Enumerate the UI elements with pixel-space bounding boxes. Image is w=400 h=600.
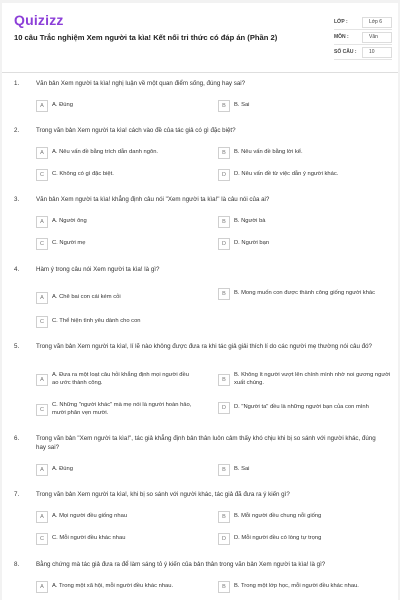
header-divider [2,72,398,73]
option-text: A. Chê bai con cái kém cỏi [52,294,121,301]
question-text: Bằng chứng mà tác giả đưa ra để làm sáng tỏ ý kiến của bản thân trong văn bản Xem người ta kìa! là gì? [36,561,326,568]
question-number: 3. [14,196,20,203]
option-letter: D [218,238,230,250]
meta-value: 10 [362,47,392,58]
option-a[interactable] [36,581,196,593]
option-text: C. Thể hiện tình yêu dành cho con [52,318,141,325]
question-text: Hàm ý trong câu nói Xem người ta kìa! là gì? [36,266,160,273]
option-a[interactable] [36,216,196,228]
option-b[interactable] [218,464,392,476]
option-letter: A [36,374,48,386]
option-letter: B [218,511,230,523]
option-text: A. Nêu vấn đề bằng trích dẫn danh ngôn. [52,149,159,156]
option-b[interactable] [218,511,392,523]
option-letter: C [36,169,48,181]
question-number: 4. [14,266,20,273]
header [2,3,398,63]
option-letter: A [36,216,48,228]
option-a[interactable] [36,464,196,476]
option-b[interactable] [218,100,392,112]
option-a[interactable] [36,292,196,304]
option-d[interactable] [218,238,392,250]
option-a[interactable] [36,147,196,159]
option-text: B. Sai [234,102,250,109]
option-text: D. "Người ta" đều là những người bạn của con mình [234,404,369,411]
meta-label: MÔN : [334,34,349,40]
option-letter: C [36,533,48,545]
question-text: Trong văn bản "Xem người ta kìa!", tác giả khẳng định bản thân luôn cảm thấy khó chịu khi bị so sánh với người khác, đúng hay sai? [36,435,376,451]
option-text: B. Mong muốn con được thành công giống người khác [234,290,376,297]
option-c[interactable] [36,402,196,417]
option-b[interactable] [218,147,392,159]
option-letter: C [36,404,48,416]
question-number: 2. [14,127,20,134]
option-text: A. Đưa ra một loạt câu hỏi khẳng định mọi người đều ao ước thành công. [52,372,189,386]
option-letter: A [36,100,48,112]
option-c[interactable] [36,533,196,545]
option-c[interactable] [36,169,196,181]
option-letter: A [36,292,48,304]
option-c[interactable] [36,238,196,250]
option-b[interactable] [218,288,392,300]
question-number: 5. [14,343,20,350]
option-letter: C [36,238,48,250]
option-text: A. Người ông [52,218,87,225]
quizizz-logo: Quizizz [14,12,64,28]
question-number: 6. [14,435,20,442]
option-a[interactable] [36,511,196,523]
option-d[interactable] [218,169,392,181]
option-text: B. Không ít người vượt lên chính mình nhờ noi gương người xuất chúng. [234,372,391,386]
option-letter: D [218,533,230,545]
option-b[interactable] [218,372,392,387]
option-letter: B [218,374,230,386]
option-letter: A [36,511,48,523]
option-letter: D [218,402,230,414]
option-text: A. Trong một xã hội, mỗi người đều khác nhau. [52,583,174,590]
worksheet-title: 10 câu Trắc nghiệm Xem người ta kìa! Kết nối tri thức có đáp án (Phần 2) [14,33,278,42]
meta-row-count [334,45,392,60]
option-d[interactable] [218,533,392,545]
meta-value: Văn [362,32,392,43]
option-text: B. Mỗi người đều chung nỗi giống [234,513,322,520]
meta-panel [334,15,392,60]
question-number: 7. [14,491,20,498]
question-number: 1. [14,80,20,87]
question-text: Trong văn bản Xem người ta kìa! cách vào đề của tác giả có gì đặc biệt? [36,127,236,134]
option-letter: B [218,100,230,112]
option-text: D. Mỗi người đều có lòng tự trọng [234,535,322,542]
option-letter: B [218,464,230,476]
option-c[interactable] [36,316,196,328]
option-text: D. Người bạn [234,240,270,247]
option-letter: A [36,464,48,476]
option-a[interactable] [36,100,196,112]
option-letter: B [218,147,230,159]
option-text: C. Mỗi người đều khác nhau [52,535,126,542]
meta-row-grade [334,15,392,30]
option-text: B. Nêu vấn đề bằng lời kể. [234,149,303,156]
option-letter: C [36,316,48,328]
option-b[interactable] [218,216,392,228]
option-d[interactable] [218,402,392,414]
option-text: B. Người bà [234,218,266,225]
option-a[interactable] [36,372,196,387]
option-letter: B [218,216,230,228]
option-b[interactable] [218,581,392,593]
option-text: C. Những "người khác" mà mẹ nói là người hoàn hảo, mười phân vẹn mười. [52,402,192,416]
option-text: C. Không có gì đặc biệt. [52,171,114,178]
meta-label: LỚP : [334,19,348,25]
meta-row-subject [334,30,392,45]
option-letter: A [36,147,48,159]
meta-label: SỐ CÂU : [334,49,357,55]
question-text: Văn bản Xem người ta kìa! khẳng định câu nói "Xem người ta kìa!" là câu nói của ai? [36,196,270,203]
option-text: A. Đúng [52,466,73,473]
question-number: 8. [14,561,20,568]
question-text: Trong văn bản Xem người ta kìa!, khi bị so sánh với người khác, tác giả đã đưa ra ý kiến gì? [36,491,290,498]
meta-value: Lớp 6 [362,17,392,28]
option-text: A. Đúng [52,102,73,109]
option-text: D. Nêu vấn đề từ việc dẫn ý người khác. [234,171,339,178]
option-letter: D [218,169,230,181]
option-text: B. Sai [234,466,250,473]
option-letter: B [218,288,230,300]
question-text: Văn bản Xem người ta kìa! nghị luận về một quan điểm sống, đúng hay sai? [36,80,246,87]
option-text: A. Mọi người đều giống nhau [52,513,128,520]
option-text: C. Người mẹ [52,240,86,247]
option-text: B. Trong một lớp học, mỗi người đều khác nhau. [234,583,359,590]
option-letter: B [218,581,230,593]
question-text: Trong văn bản Xem người ta kìa!, lí lẽ nào không được đưa ra khi tác giả giải thích lí do các người mẹ thường nói câu đó? [36,343,372,350]
worksheet [2,3,398,600]
option-letter: A [36,581,48,593]
